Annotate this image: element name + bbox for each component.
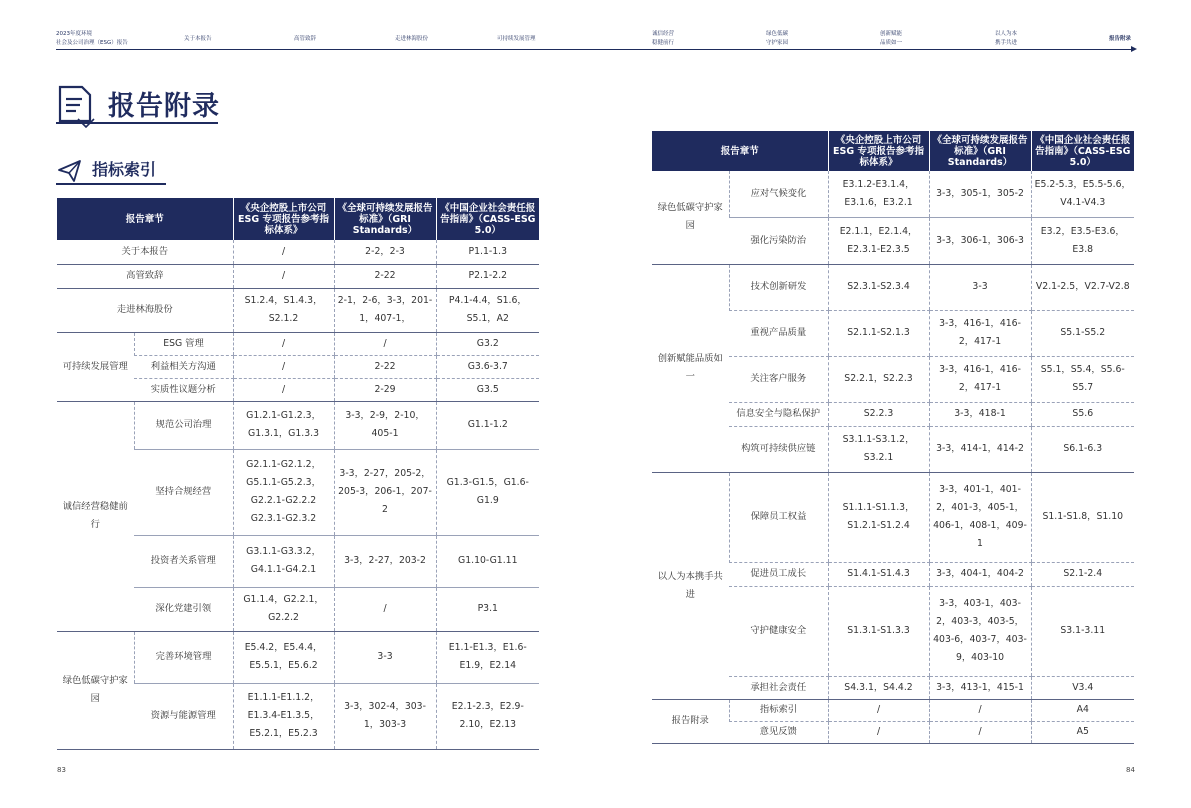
topic-cell: 承担社会责任 [729,676,828,699]
value-cell: S2.2.3 [828,402,929,426]
chapter-cell: 高管致辞 [57,264,233,288]
value-cell: S2.3.1-S2.3.4 [828,264,929,310]
value-cell: 3-3，416-1，416-2，417-1 [929,310,1031,356]
topic-cell: 完善环境管理 [134,631,233,683]
value-cell: E3.2，E3.5-E3.6，E3.8 [1031,217,1134,264]
table-header-row [57,198,539,240]
value-cell: / [233,240,334,264]
topic-cell: 坚持合规经营 [134,449,233,535]
value-cell: E5.4.2，E5.4.4，E5.5.1，E5.6.2 [233,631,334,683]
subtitle-underline [56,183,166,185]
value-cell: P4.1-4.4，S1.6，S5.1，A2 [436,288,539,332]
table-row [57,631,539,683]
value-cell: 3-3，2-9，2-10，405-1 [334,401,436,449]
topic-cell: 实质性议题分析 [134,378,233,401]
value-cell: E3.1.2-E3.1.4，E3.1.6，E3.2.1 [828,171,929,217]
report-name [56,30,128,48]
value-cell: / [334,332,436,355]
topic-cell: 促进员工成长 [729,562,828,586]
value-cell: / [233,378,334,401]
value-cell: G2.1.1-G2.1.2，G5.1.1-G5.2.3，G2.2.1-G2.2.2 G2.3.1-G2.3.2 [233,449,334,535]
topic-cell: ESG 管理 [134,332,233,355]
value-cell: A4 [1031,699,1134,721]
value-cell: G1.1-1.2 [436,401,539,449]
value-cell: 3-3 [929,264,1031,310]
header-gri: 《全球可持续发展报告标准》（GRI Standards） [929,131,1031,171]
section-cell: 绿色低碳守护家园 [652,171,729,264]
page-title: 报告附录 [108,91,220,122]
topic-cell: 指标索引 [729,699,828,721]
section-cell: 报告附录 [652,699,729,743]
top-navigation [0,0,1191,60]
nav-item-company[interactable]: 走进林海股份 [395,36,429,42]
value-cell: E5.2-5.3，E5.5-5.6，V4.1-V4.3 [1031,171,1134,217]
value-cell: S4.3.1，S4.4.2 [828,676,929,699]
value-cell: 3-3 [334,631,436,683]
nav-item-about[interactable]: 关于本报告 [184,36,212,42]
value-cell: 2-29 [334,378,436,401]
topic-cell: 信息安全与隐私保护 [729,402,828,426]
section-cell: 可持续发展管理 [57,332,134,401]
value-cell: V3.4 [1031,676,1134,699]
table-row [652,171,1134,217]
nav-item-people-line1: 以人为本 [995,31,1018,37]
value-cell: G3.1.1-G3.3.2，G4.1.1-G4.2.1 [233,535,334,587]
value-cell: 3-3，404-1，404-2 [929,562,1031,586]
value-cell: S1.2.4，S1.4.3，S2.1.2 [233,288,334,332]
nav-item-innovation-line1: 创新赋能 [880,31,903,37]
nav-item-green-line2: 守护家园 [766,40,789,46]
indicator-index-table-left [57,198,539,750]
table-row [57,264,539,288]
value-cell: S2.2.1，S2.2.3 [828,356,929,402]
nav-item-innovation[interactable] [880,30,902,48]
value-cell: S3.1-3.11 [1031,586,1134,676]
value-cell: S5.6 [1031,402,1134,426]
topic-cell: 构筑可持续供应链 [729,426,828,472]
table-row [57,288,539,332]
value-cell: 3-3，413-1，415-1 [929,676,1031,699]
value-cell: P3.1 [436,587,539,631]
report-name-line2: 社会及公司治理（ESG）报告 [56,40,128,46]
header-gri: 《全球可持续发展报告标准》（GRI Standards） [334,198,436,240]
value-cell: 3-3，305-1，305-2 [929,171,1031,217]
header-chapter: 报告章节 [57,198,233,240]
document-edit-icon [56,83,96,133]
nav-item-integrity-line1: 诚信经营 [652,31,675,37]
value-cell: S3.1.1-S3.1.2，S3.2.1 [828,426,929,472]
topic-cell: 守护健康安全 [729,586,828,676]
value-cell: V2.1-2.5，V2.7-V2.8 [1031,264,1134,310]
section-subtitle: 指标索引 [92,160,157,179]
value-cell: S1.1.1-S1.1.3，S1.2.1-S1.2.4 [828,472,929,562]
topic-cell: 关注客户服务 [729,356,828,402]
chapter-cell: 关于本报告 [57,240,233,264]
value-cell: S1.4.1-S1.4.3 [828,562,929,586]
value-cell: 2-22 [334,355,436,378]
value-cell: 3-3，418-1 [929,402,1031,426]
nav-item-green[interactable] [766,30,788,48]
section-cell: 创新赋能品质如一 [652,264,729,472]
value-cell: 2-22 [334,264,436,288]
value-cell: E1.1.1-E1.1.2，E1.3.4-E1.3.5，E5.2.1，E5.2.3 [233,683,334,749]
value-cell: 3-3，306-1，306-3 [929,217,1031,264]
value-cell: 3-3，403-1，403-2，403-3，403-5，403-6，403-7，403-9，403-10 [929,586,1031,676]
nav-item-speech[interactable]: 高管致辞 [294,36,317,42]
value-cell: S1.1-S1.8，S1.10 [1031,472,1134,562]
nav-arrow-icon [1131,46,1137,52]
value-cell: G1.10-G1.11 [436,535,539,587]
nav-item-integrity[interactable] [652,30,674,48]
value-cell: 3-3，2-27，205-2，205-3，206-1，207-2 [334,449,436,535]
table-header-row [652,131,1134,171]
value-cell: E2.1-2.3，E2.9-2.10，E2.13 [436,683,539,749]
value-cell: S2.1-2.4 [1031,562,1134,586]
value-cell: G3.2 [436,332,539,355]
value-cell: G1.2.1-G1.2.3，G1.3.1，G1.3.3 [233,401,334,449]
header-chapter: 报告章节 [652,131,828,171]
header-sasac: 《央企控股上市公司ESG 专项报告参考指标体系》 [828,131,929,171]
value-cell: E2.1.1，E2.1.4，E2.3.1-E2.3.5 [828,217,929,264]
page-number-right: 84 [1126,766,1135,774]
indicator-index-table-right [652,131,1134,744]
value-cell: S5.1-S5.2 [1031,310,1134,356]
value-cell: 2-2，2-3 [334,240,436,264]
section-cell: 以人为本携手共进 [652,472,729,699]
value-cell: G3.5 [436,378,539,401]
value-cell: E1.1-E1.3，E1.6-E1.9，E2.14 [436,631,539,683]
topic-cell: 强化污染防治 [729,217,828,264]
value-cell: S1.3.1-S1.3.3 [828,586,929,676]
value-cell: / [929,699,1031,721]
table-row [57,332,539,355]
value-cell: A5 [1031,721,1134,743]
topic-cell: 技术创新研发 [729,264,828,310]
table-row [652,699,1134,721]
section-cell: 绿色低碳守护家园 [57,631,134,749]
value-cell: / [233,355,334,378]
topic-cell: 投资者关系管理 [134,535,233,587]
value-cell: G1.1.4，G2.2.1，G2.2.2 [233,587,334,631]
value-cell: / [929,721,1031,743]
table-row [652,264,1134,310]
nav-divider [56,49,1134,50]
value-cell: / [334,587,436,631]
value-cell: 3-3，2-27，203-2 [334,535,436,587]
topic-cell: 保障员工权益 [729,472,828,562]
chapter-cell: 走进林海股份 [57,288,233,332]
report-name-line1: 2023年度环境 [56,31,92,37]
topic-cell: 意见反馈 [729,721,828,743]
nav-item-people-line2: 携手共进 [995,40,1018,46]
nav-item-sustainability[interactable]: 可持续发展管理 [497,36,536,42]
value-cell: S5.1，S5.4，S5.6-S5.7 [1031,356,1134,402]
topic-cell: 利益相关方沟通 [134,355,233,378]
value-cell: 3-3，401-1，401-2，401-3，405-1，406-1，408-1，409-1 [929,472,1031,562]
topic-cell: 规范公司治理 [134,401,233,449]
value-cell: / [233,264,334,288]
value-cell: 3-3，416-1，416-2，417-1 [929,356,1031,402]
value-cell: / [828,699,929,721]
value-cell: G1.3-G1.5，G1.6-G1.9 [436,449,539,535]
nav-item-green-line1: 绿色低碳 [766,31,789,37]
table-row [652,472,1134,562]
section-cell: 诚信经营稳健前行 [57,401,134,631]
nav-item-people[interactable] [995,30,1017,48]
value-cell: / [828,721,929,743]
header-cass: 《中国企业社会责任报告指南》（CASS-ESG 5.0） [436,198,539,240]
title-underline [56,122,218,124]
page-number-left: 83 [57,766,66,774]
value-cell: G3.6-3.7 [436,355,539,378]
nav-item-innovation-line2: 品质如一 [880,40,903,46]
topic-cell: 深化党建引领 [134,587,233,631]
header-cass: 《中国企业社会责任报告指南》（CASS-ESG 5.0） [1031,131,1134,171]
header-sasac: 《央企控股上市公司ESG 专项报告参考指标体系》 [233,198,334,240]
value-cell: 2-1，2-6，3-3，201-1，407-1， [334,288,436,332]
value-cell: P2.1-2.2 [436,264,539,288]
topic-cell: 资源与能源管理 [134,683,233,749]
value-cell: / [233,332,334,355]
value-cell: S6.1-6.3 [1031,426,1134,472]
value-cell: 3-3，414-1，414-2 [929,426,1031,472]
value-cell: S2.1.1-S2.1.3 [828,310,929,356]
table-row [57,401,539,449]
topic-cell: 应对气候变化 [729,171,828,217]
value-cell: 3-3，302-4，303-1，303-3 [334,683,436,749]
nav-item-appendix[interactable]: 报告附录 [1109,36,1132,42]
nav-item-integrity-line2: 稳健前行 [652,40,675,46]
value-cell: P1.1-1.3 [436,240,539,264]
table-row [57,240,539,264]
topic-cell: 重视产品质量 [729,310,828,356]
